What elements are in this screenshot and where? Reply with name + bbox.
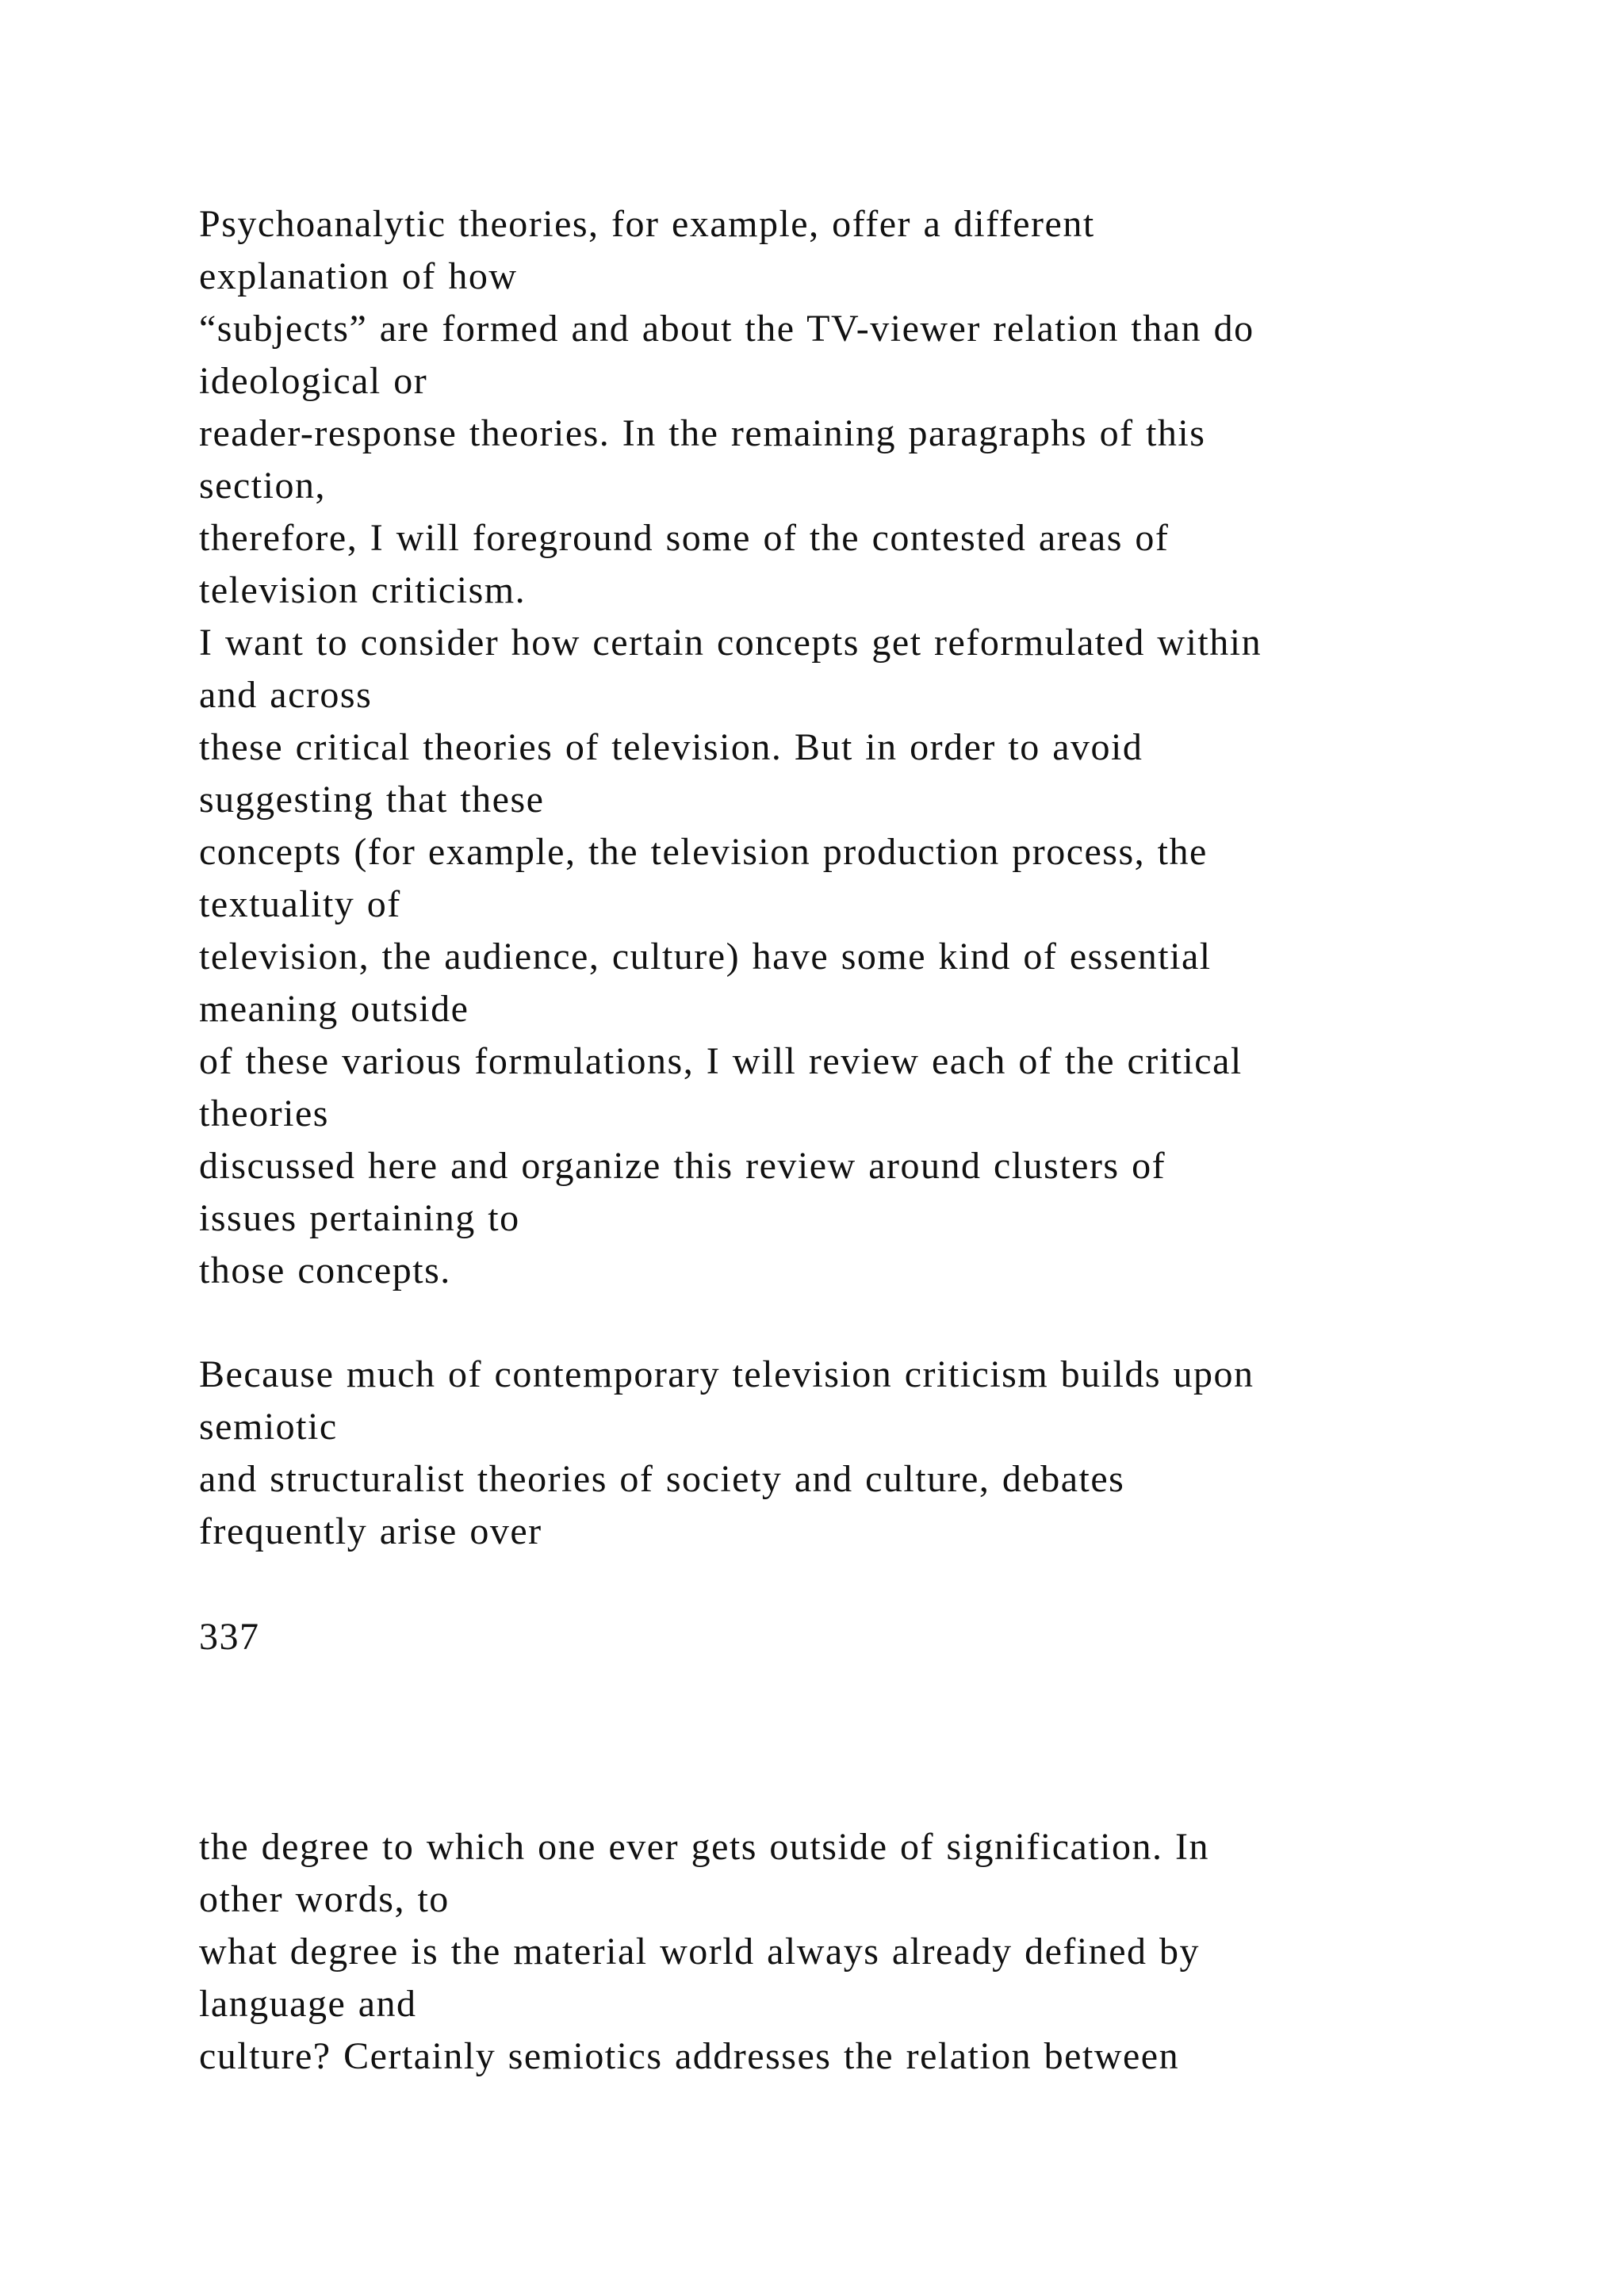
text-line: of these various formulations, I will review each of the critical	[199, 1040, 1243, 1082]
text-line: Because much of contemporary television criticism builds upon	[199, 1353, 1254, 1395]
text-line: reader-response theories. In the remaining paragraphs of this	[199, 412, 1206, 454]
page-number-text: 337	[199, 1616, 260, 1658]
text-line: semiotic	[199, 1406, 338, 1448]
text-line: the degree to which one ever gets outside of signification. In	[199, 1826, 1209, 1868]
text-line: section,	[199, 465, 326, 507]
text-line: explanation of how	[199, 255, 518, 297]
text-line: discussed here and organize this review around clusters of	[199, 1145, 1166, 1187]
text-line: ideological or	[199, 360, 428, 402]
text-line: suggesting that these	[199, 779, 545, 821]
text-line: frequently arise over	[199, 1510, 542, 1552]
text-line: television, the audience, culture) have some kind of essential	[199, 936, 1212, 978]
text-line: television criticism.	[199, 569, 527, 611]
text-line: these critical theories of television. But in order to avoid	[199, 726, 1143, 768]
text-line: concepts (for example, the television production process, the	[199, 831, 1208, 873]
text-line: meaning outside	[199, 988, 469, 1030]
text-line: “subjects” are formed and about the TV-viewer relation than do	[199, 308, 1254, 350]
text-line: other words, to	[199, 1878, 450, 1920]
text-line: language and	[199, 1983, 417, 2025]
text-line: those concepts.	[199, 1249, 451, 1292]
text-line: therefore, I will foreground some of the contested areas of	[199, 517, 1170, 559]
text-line: I want to consider how certain concepts get reformulated within	[199, 622, 1262, 664]
text-line: Psychoanalytic theories, for example, offer a different	[199, 203, 1095, 245]
page-number	[199, 1611, 1468, 1663]
text-line: textuality of	[199, 883, 401, 925]
text-line: issues pertaining to	[199, 1197, 520, 1239]
text-line: theories	[199, 1093, 329, 1135]
text-line: and across	[199, 674, 373, 716]
text-line: culture? Certainly semiotics addresses the relation between	[199, 2035, 1180, 2077]
paragraph-2	[199, 1349, 1468, 1558]
paragraph-1	[199, 198, 1468, 1297]
text-line: what degree is the material world always already defined by	[199, 1931, 1201, 1973]
text-line: and structuralist theories of society and culture, debates	[199, 1458, 1125, 1500]
paragraph-3	[199, 1821, 1468, 2083]
